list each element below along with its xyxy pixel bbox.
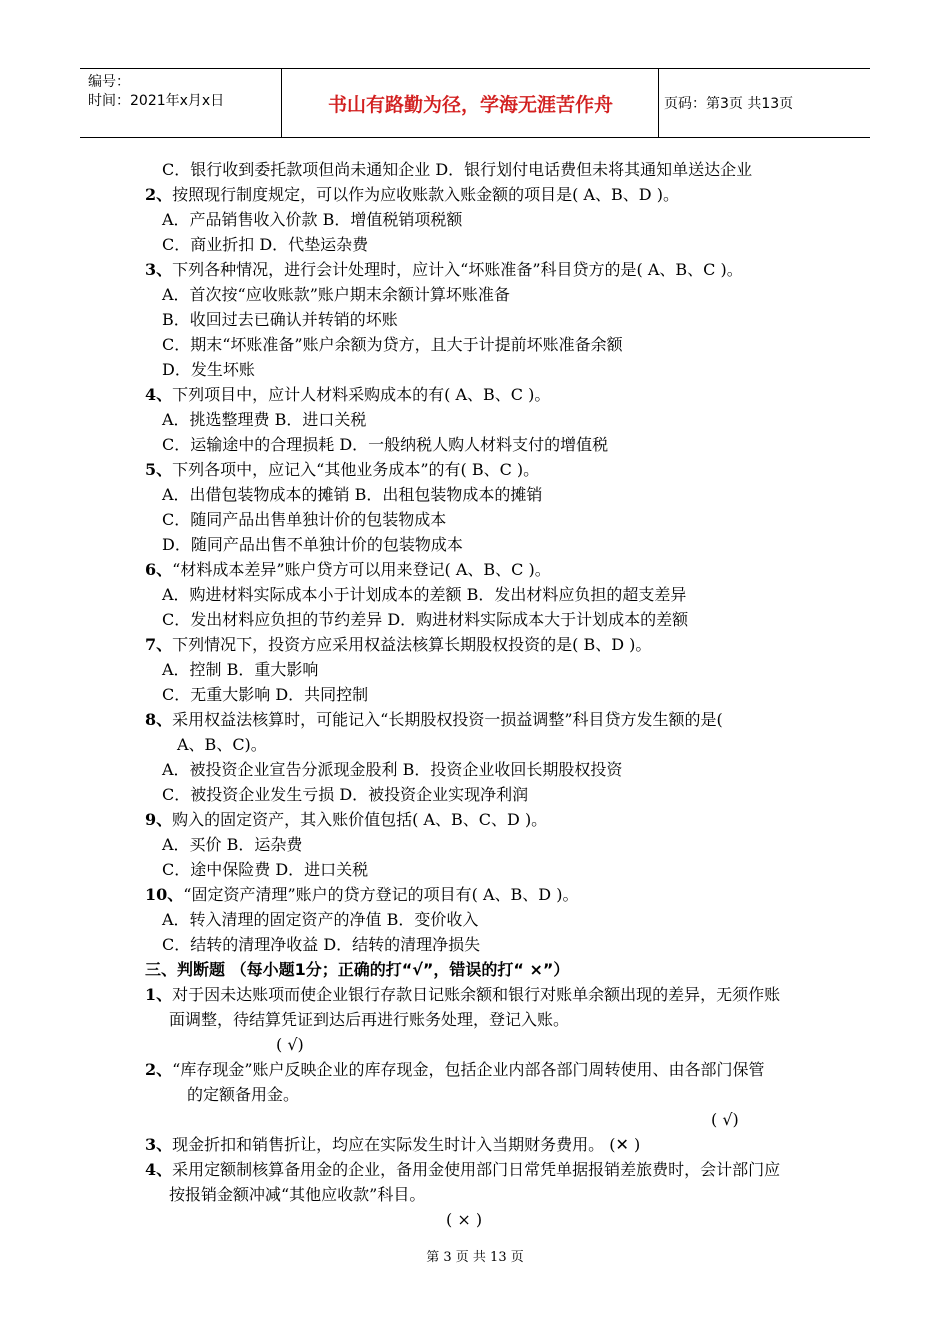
line-text: “固定资产清理”账户的贷方登记的项目有( A、B、D )。: [183, 885, 579, 904]
line-text: A．控制 B．重大影响: [162, 660, 319, 679]
text-line: [162, 685, 368, 705]
question-number: 10、: [145, 885, 184, 904]
question-number: 5、: [145, 460, 173, 479]
document-number-label: 编号：: [88, 74, 130, 90]
text-line: [169, 1010, 569, 1030]
line-text: C．结转的清理净收益 D．结转的清理净损失: [162, 935, 481, 954]
document-time-label: 时间：2021年x月x日: [88, 93, 225, 109]
line-text: 下列情况下，投资方应采用权益法核算长期股权投资的是( B、D )。: [172, 635, 652, 654]
text-line: [169, 1185, 425, 1205]
question-line: [145, 260, 743, 280]
text-line: [187, 1085, 299, 1105]
question-line: [145, 385, 550, 405]
line-text: ( √): [276, 1035, 304, 1054]
line-text: C．银行收到委托款项但尚未通知企业 D．银行划付电话费但未将其通知单送达企业: [162, 160, 753, 179]
page-footer: 第 3 页 共 13 页: [426, 1250, 524, 1265]
line-text: C．运输途中的合理损耗 D．一般纳税人购人材料支付的增值税: [162, 435, 609, 454]
question-number: 3、: [145, 1135, 173, 1154]
line-text: A．首次按“应收账款”账户期末余额计算坏账准备: [162, 285, 510, 304]
text-line: [162, 785, 528, 805]
line-text: A．转入清理的固定资产的净值 B．变价收入: [162, 910, 479, 929]
text-line: [711, 1110, 739, 1130]
question-line: [145, 810, 547, 830]
line-text: A、B、C)。: [177, 735, 267, 754]
text-line: [162, 435, 608, 455]
line-text: C．随同产品出售单独计价的包装物成本: [162, 510, 447, 529]
line-text: C．途中保险费 D．进口关税: [162, 860, 369, 879]
line-text: A．挑选整理费 B．进口关税: [162, 410, 367, 429]
text-line: [162, 285, 510, 305]
line-text: 对于因未达账项而使企业银行存款日记账余额和银行对账单余额出现的差异，无须作账: [172, 985, 781, 1004]
line-text: B．收回过去已确认并转销的坏账: [162, 310, 398, 329]
line-text: 购入的固定资产，其入账价值包括( A、B、C、D )。: [172, 810, 548, 829]
line-text: 的定额备用金。: [187, 1085, 300, 1104]
text-line: [162, 510, 446, 530]
question-line: [145, 710, 723, 730]
line-text: A．被投资企业宣告分派现金股利 B．投资企业收回长期股权投资: [162, 760, 623, 779]
question-number: 2、: [145, 1060, 173, 1079]
line-text: 下列各种情况，进行会计处理时，应计入“坏账准备”科目贷方的是( A、B、C )。: [172, 260, 743, 279]
question-line: [145, 185, 679, 205]
question-number: 9、: [145, 810, 173, 829]
question-number: 1、: [145, 985, 173, 1004]
text-line: [162, 410, 366, 430]
text-line: [162, 610, 688, 630]
question-line: [145, 1060, 765, 1080]
line-text: D．随同产品出售不单独计价的包装物成本: [162, 535, 463, 554]
text-line: [162, 485, 542, 505]
line-text: 下列项目中，应计人材料采购成本的有( A、B、C )。: [172, 385, 551, 404]
question-line: [145, 1135, 640, 1155]
text-line: [162, 335, 623, 355]
text-line: [162, 660, 318, 680]
text-line: [162, 310, 398, 330]
text-line: [162, 935, 480, 955]
line-text: C．期末“坏账准备”账户余额为贷方，且大于计提前坏账准备余额: [162, 335, 623, 354]
line-text: 下列各项中，应记入“其他业务成本”的有( B、C )。: [172, 460, 540, 479]
line-text: A．出借包装物成本的摊销 B．出租包装物成本的摊销: [162, 485, 543, 504]
line-text: 面调整，待结算凭证到达后再进行账务处理，登记入账。: [169, 1010, 570, 1029]
question-line: [145, 885, 578, 905]
line-text: 按照现行制度规定，可以作为应收账款入账金额的项目是( A、B、D )。: [172, 185, 679, 204]
line-text: ( √): [711, 1110, 739, 1129]
question-number: 4、: [145, 385, 173, 404]
question-line: [145, 635, 651, 655]
line-text: C．无重大影响 D．共同控制: [162, 685, 369, 704]
line-text: ( × ): [446, 1210, 483, 1229]
text-line: [162, 535, 463, 555]
line-text: “库存现金”账户反映企业的库存现金，包括企业内部各部门周转使用、由各部门保管: [172, 1060, 765, 1079]
question-number: 8、: [145, 710, 173, 729]
text-line: [162, 760, 622, 780]
line-text: 现金折扣和销售折让，均应在实际发生时计入当期财务费用。 (✕ ): [172, 1135, 641, 1154]
question-line: [145, 460, 539, 480]
text-line: [162, 235, 368, 255]
question-line: [145, 560, 551, 580]
line-text: A．购进材料实际成本小于计划成本的差额 B．发出材料应负担的超支差异: [162, 585, 687, 604]
line-text: 采用权益法核算时，可能记入“长期股权投资一损益调整”科目贷方发生额的是(: [172, 710, 723, 729]
question-number: 6、: [145, 560, 173, 579]
text-line: [162, 160, 752, 180]
text-line: [162, 860, 368, 880]
header-motto: 书山有路勤为径，学海无涯苦作舟: [283, 69, 659, 137]
question-line: [145, 985, 780, 1005]
question-number: 7、: [145, 635, 173, 654]
line-text: C．商业折扣 D．代垫运杂费: [162, 235, 369, 254]
line-text: “材料成本差异”账户贷方可以用来登记( A、B、C )。: [172, 560, 551, 579]
header-meta: [80, 69, 282, 137]
line-text: D．发生坏账: [162, 360, 255, 379]
text-line: [162, 360, 255, 380]
text-line: [276, 1035, 304, 1055]
page-header: [80, 68, 870, 138]
text-line: [446, 1210, 482, 1230]
text-line: [177, 735, 267, 755]
line-text: A．买价 B．运杂费: [162, 835, 303, 854]
line-text: 三、判断题 （每小题1分；正确的打“√”，错误的打“ ×”）: [145, 960, 570, 979]
line-text: 采用定额制核算备用金的企业，备用金使用部门日常凭单据报销差旅费时，会计部门应: [172, 1160, 781, 1179]
section-heading: [145, 960, 569, 980]
text-line: [162, 910, 478, 930]
question-number: 2、: [145, 185, 173, 204]
header-page-number: 页码：第3页 共13页: [664, 96, 794, 112]
text-line: [162, 585, 686, 605]
line-text: 按报销金额冲减“其他应收款”科目。: [169, 1185, 426, 1204]
question-number: 4、: [145, 1160, 173, 1179]
question-number: 3、: [145, 260, 173, 279]
line-text: A．产品销售收入价款 B．增值税销项税额: [162, 210, 463, 229]
text-line: [162, 835, 302, 855]
line-text: C．发出材料应负担的节约差异 D．购进材料实际成本大于计划成本的差额: [162, 610, 689, 629]
line-text: C．被投资企业发生亏损 D．被投资企业实现净利润: [162, 785, 529, 804]
text-line: [162, 210, 462, 230]
question-line: [145, 1160, 780, 1180]
